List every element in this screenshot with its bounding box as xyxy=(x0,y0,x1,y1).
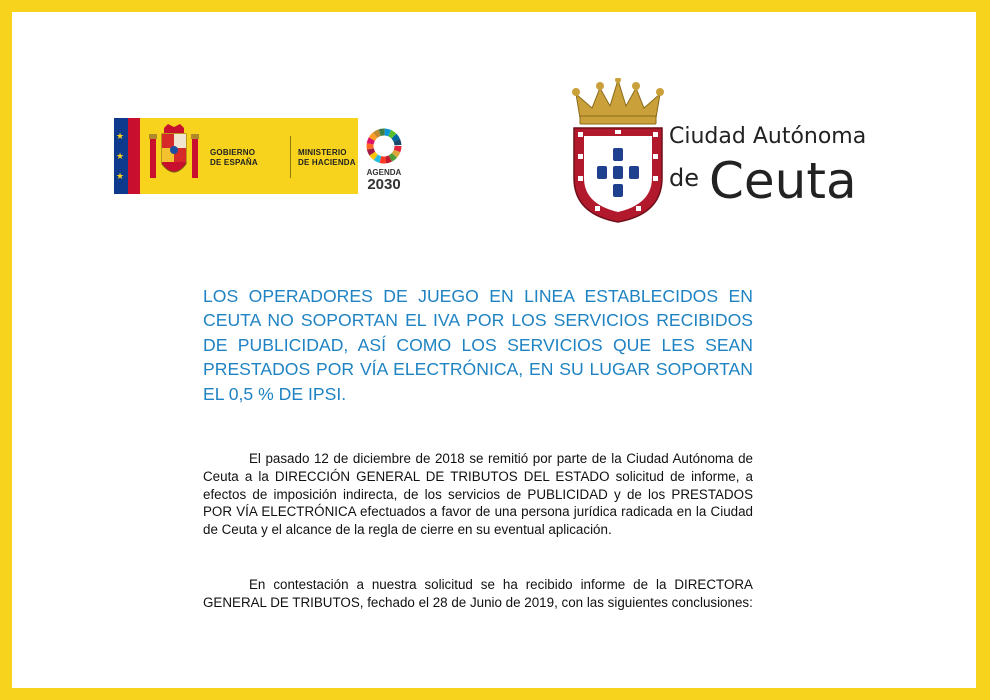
gobierno-yellow-panel xyxy=(140,118,358,194)
paragraph-2 xyxy=(203,576,753,612)
ceuta-logo-line2 xyxy=(669,152,857,210)
gobierno-espana-logo xyxy=(114,118,406,194)
eu-flag-strip xyxy=(114,118,140,194)
paragraph-1-text: El pasado 12 de diciembre de 2018 se remitió por parte de la Ciudad Autónoma de Ceuta a la DIRECCIÓN GENERAL DE TRIBUTOS DEL ESTADO solicitud de informe, a efectos de imposición indirecta, de los servicios de PUBLICIDAD y de los PRESTADOS POR VÍA ELECTRÓNICA efectuados a favor de una persona jurídica radicada en la Ciudad de Ceuta y el alcance de la regla de cierre en su eventual aplicación. xyxy=(203,451,753,538)
agenda-label: AGENDA xyxy=(366,168,402,177)
article-headline: LOS OPERADORES DE JUEGO EN LINEA ESTABLECIDOS EN CEUTA NO SOPORTAN EL IVA POR LOS SERVICIOS RECIBIDOS DE PUBLICIDAD, ASÍ COMO LOS SERVICIOS QUE LES SEAN PRESTADOS POR VÍA ELECTRÓNICA, EN SU LUGAR SOPORTAN EL 0,5 % DE IPSI. xyxy=(203,286,753,404)
ceuta-logo-line1: Ciudad Autónoma xyxy=(669,124,867,149)
ministerio-hacienda-text: MINISTERIO DE HACIENDA xyxy=(298,148,356,167)
ceuta-logo-name: Ceuta xyxy=(709,152,857,210)
paragraph-1 xyxy=(203,450,753,539)
agenda-year: 2030 xyxy=(367,176,401,193)
paragraph-2-text: En contestación a nuestra solicitud se ha recibido informe de la DIRECTORA GENERAL DE TRIBUTOS, fechado el 28 de Junio de 2019, con las siguientes conclusiones: xyxy=(203,577,753,610)
sdg-wheel-icon xyxy=(362,124,406,168)
star-icon: ★ xyxy=(116,171,125,181)
ceuta-coat-of-arms-icon xyxy=(570,78,666,224)
gobierno-espana-text: GOBIERNO DE ESPAÑA xyxy=(210,148,258,167)
star-icon: ★ xyxy=(116,151,125,161)
agenda-2030-logo xyxy=(362,124,406,194)
ceuta-logo-de: de xyxy=(669,164,699,192)
spain-coat-of-arms-icon xyxy=(148,124,200,188)
star-icon: ★ xyxy=(116,131,125,141)
spain-red-band xyxy=(128,118,140,194)
logo-divider xyxy=(290,136,291,178)
document-page xyxy=(12,12,976,688)
